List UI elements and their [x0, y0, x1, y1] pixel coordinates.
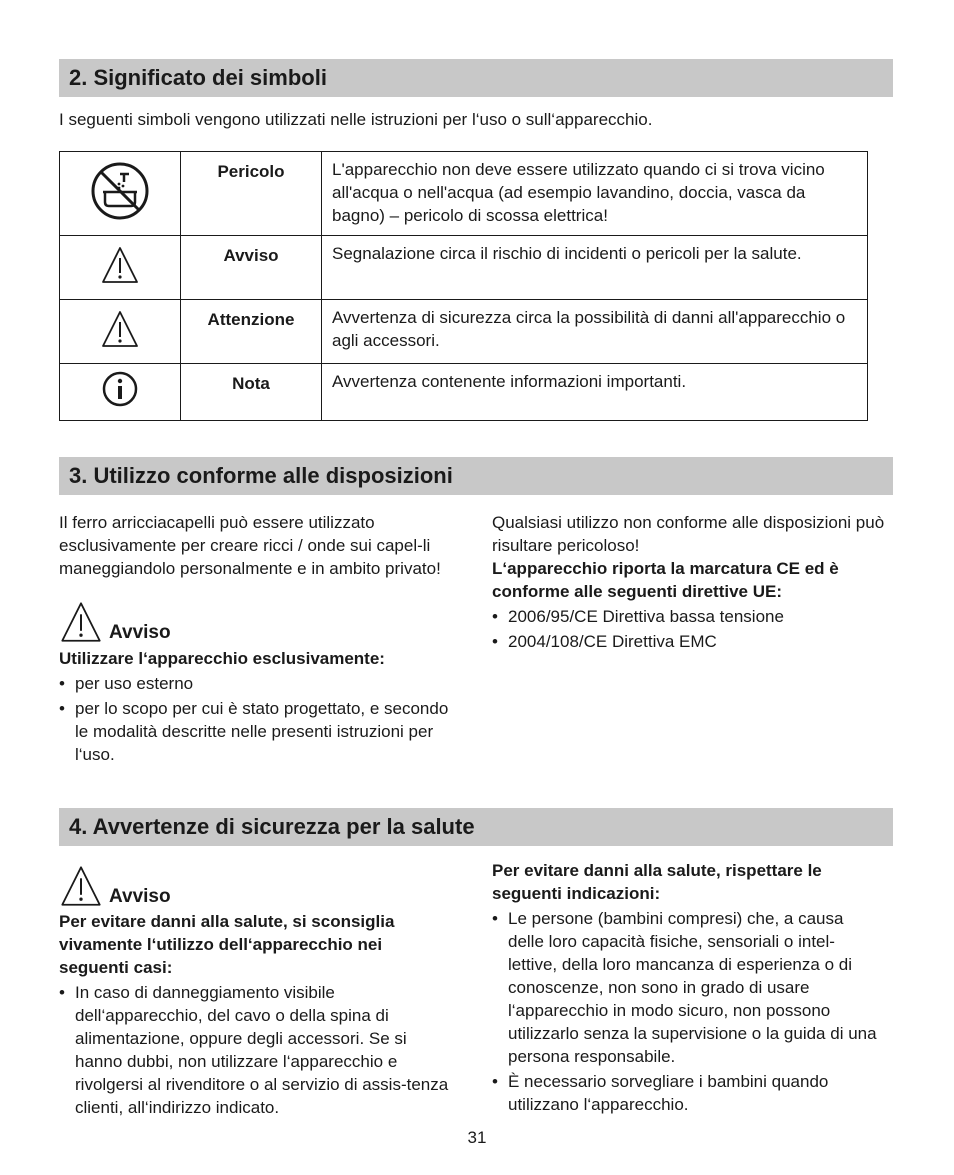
list-item: • È necessario sorvegliare i bambini quando utilizzano l‘apparecchio. — [492, 1070, 882, 1116]
list-item: • per lo scopo per cui è stato progettato, e secondo le modalità descritte nelle presenti istruzioni per l‘uso. — [59, 697, 459, 766]
section-3-header — [59, 457, 893, 495]
list-item: • Le persone (bambini compresi) che, a causa delle loro capacità fisiche, sensoriali o intel-lettive, della loro mancanza di esperienza o di conoscenze, non sono in grado di usare l‘apparecchio in modo sicuro, non possono utilizzarlo senza la supervisione o la guida di una persona responsabile. — [492, 907, 882, 1068]
list-item: • 2006/95/CE Direttiva bassa tensione — [492, 605, 892, 628]
info-icon — [60, 364, 181, 421]
warning-subhead: Utilizzare l‘apparecchio esclusivamente: — [59, 649, 385, 668]
list-item: • 2004/108/CE Direttiva EMC — [492, 630, 892, 653]
symbol-desc: Avvertenza di sicurezza circa la possibilità di danni all'apparecchio o agli accessori. — [322, 300, 868, 364]
section-3-right-column — [492, 511, 892, 653]
warning-triangle-icon — [59, 864, 103, 908]
section-4-header — [59, 808, 893, 846]
warning-label: Avviso — [109, 886, 171, 907]
section-2-intro: I seguenti simboli vengono utilizzati nelle istruzioni per l‘uso o sull‘apparecchio. — [59, 110, 653, 129]
section-4-title: 4. Avvertenze di sicurezza per la salute — [69, 814, 475, 839]
warning-triangle-icon — [59, 600, 103, 644]
warning-heading — [59, 864, 459, 908]
list-item: • per uso esterno — [59, 672, 459, 695]
health-list — [492, 907, 882, 1116]
symbol-name: Pericolo — [181, 152, 322, 236]
symbol-desc: L'apparecchio non deve essere utilizzato quando ci si trova vicino all'acqua o nell'acqua (ad esempio lavandino, doccia, vasca da bagno) – pericolo di scossa elettrica! — [322, 152, 868, 236]
warning-heading — [59, 600, 459, 644]
symbol-desc: Avvertenza contenente informazioni importanti. — [322, 364, 868, 421]
health-subhead: Per evitare danni alla salute, rispettare le seguenti indicazioni: — [492, 861, 822, 903]
safety-list — [59, 981, 449, 1119]
ce-statement: L‘apparecchio riporta la marcatura CE ed è conforme alle seguenti direttive UE: — [492, 559, 839, 601]
symbol-desc: Segnalazione circa il rischio di incidenti o pericoli per la salute. — [322, 236, 868, 300]
section-4-left-column — [59, 864, 459, 1119]
symbol-name: Nota — [181, 364, 322, 421]
section-4-right-column — [492, 859, 892, 1116]
table-row — [60, 364, 868, 421]
misuse-paragraph: Qualsiasi utilizzo non conforme alle disposizioni può risultare pericoloso! — [492, 513, 885, 555]
warning-label: Avviso — [109, 622, 171, 643]
section-2-title: 2. Significato dei simboli — [69, 65, 327, 90]
list-item: • In caso di danneggiamento visibile dell‘apparecchio, del cavo o della spina di alimentazione, oppure degli accessori. Se si hanno dubbi, non utilizzare l‘apparecchio e rivolgersi al rivenditore o al servizio di assis-tenza clienti, all‘indirizzo indicato. — [59, 981, 449, 1119]
page-number: 31 — [467, 1128, 487, 1147]
section-3-title: 3. Utilizzo conforme alle disposizioni — [69, 463, 453, 488]
usage-list — [59, 672, 459, 766]
warning-triangle-icon — [60, 300, 181, 364]
usage-paragraph: Il ferro arricciacapelli può essere utilizzato esclusivamente per creare ricci / onde sui capel-li maneggiandolo personalmente e in ambito privato! — [59, 513, 441, 578]
section-2-header — [59, 59, 893, 97]
symbols-table — [59, 151, 868, 421]
warning-subhead: Per evitare danni alla salute, si sconsiglia vivamente l‘utilizzo dell‘apparecchio nei seguenti casi: — [59, 912, 395, 977]
section-3-left-column — [59, 511, 459, 766]
no-water-icon — [60, 152, 181, 236]
symbol-name: Avviso — [181, 236, 322, 300]
warning-triangle-icon — [60, 236, 181, 300]
directives-list — [492, 605, 892, 653]
symbol-name: Attenzione — [181, 300, 322, 364]
table-row — [60, 236, 868, 300]
table-row — [60, 152, 868, 236]
table-row — [60, 300, 868, 364]
